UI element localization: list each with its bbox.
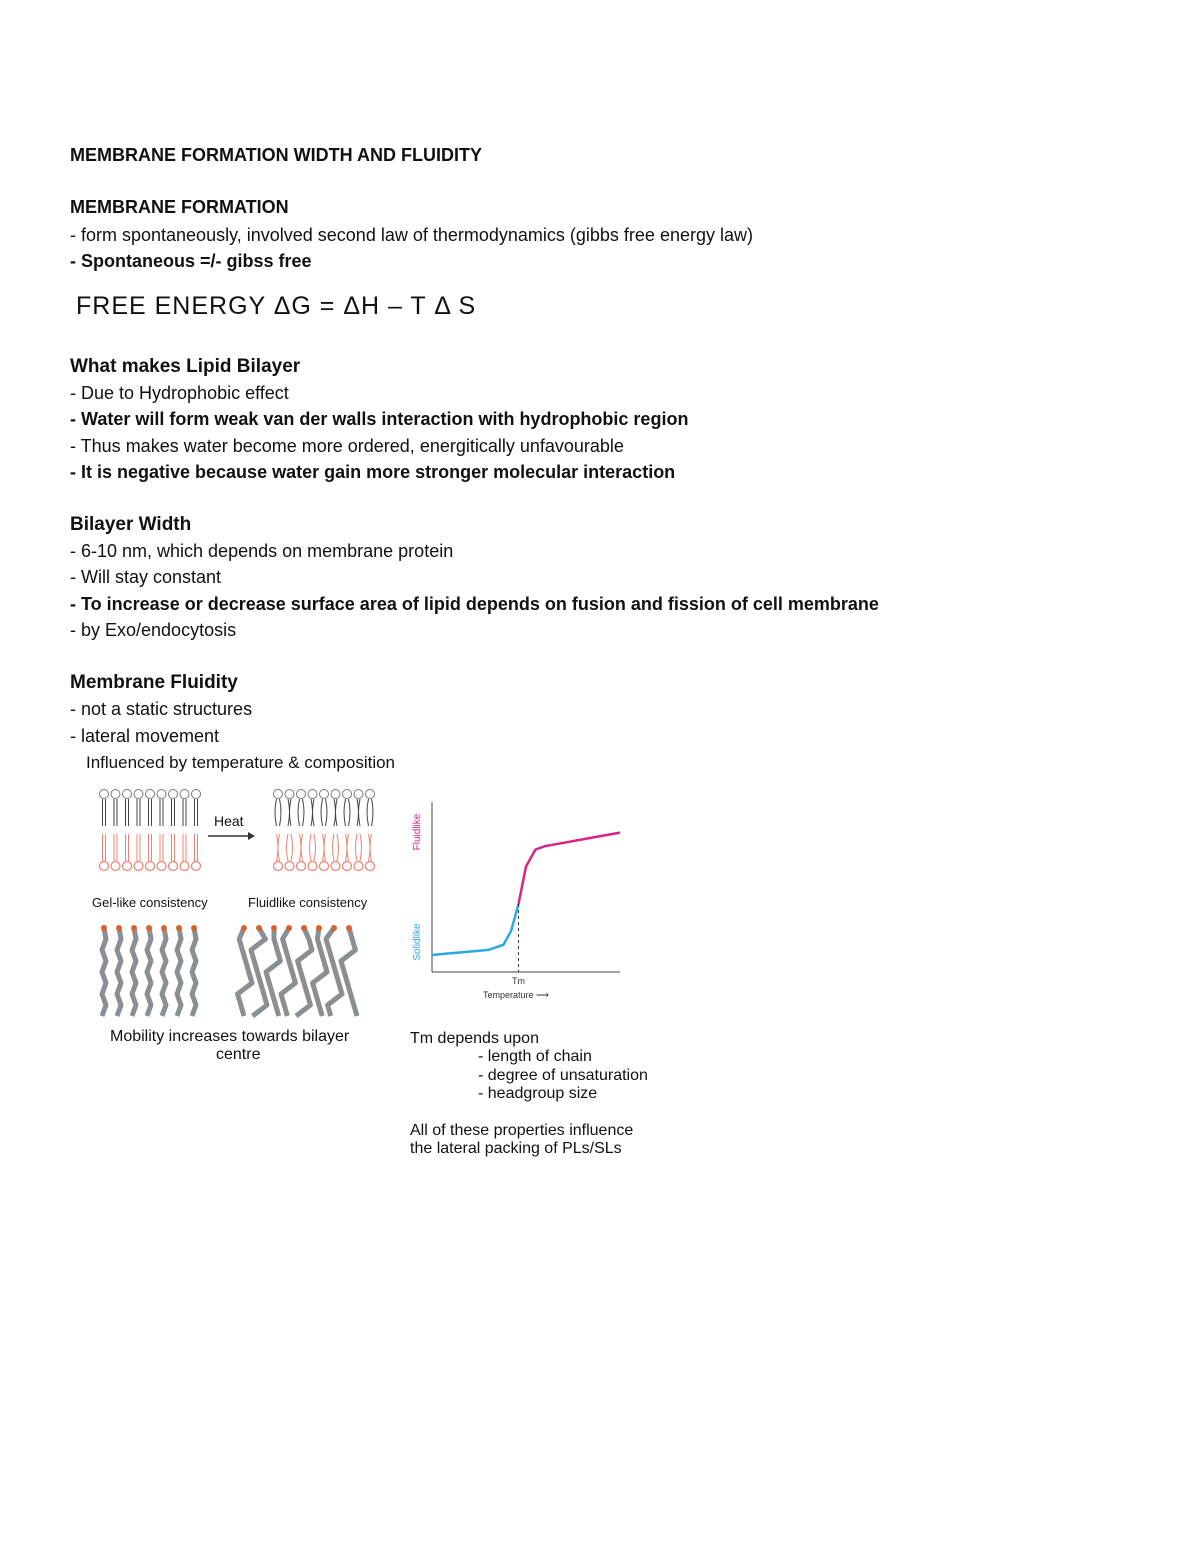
- lipid-head: [157, 790, 166, 799]
- headgroup-atom: [346, 925, 352, 931]
- mobility-caption: Mobility increases towards bilayer: [110, 1028, 350, 1045]
- tm-title: Tm depends upon: [410, 1030, 539, 1047]
- lipid-head: [111, 862, 120, 871]
- arrow-right-icon: [208, 830, 256, 842]
- lipid-tail: [183, 799, 186, 826]
- lipid-head: [274, 790, 283, 799]
- lipid-chain: [117, 928, 121, 1016]
- lipid-tail: [334, 799, 337, 826]
- bullet-line: - Spontaneous =/- gibss free: [70, 251, 312, 271]
- lipid-tail: [333, 834, 339, 861]
- heading-lipid-bilayer: What makes Lipid Bilayer: [70, 356, 301, 377]
- lipid-tail: [298, 799, 304, 826]
- lipid-tail: [103, 799, 106, 826]
- lipid-head: [331, 862, 340, 871]
- lipid-head: [169, 790, 178, 799]
- molecular-model-gel: [94, 918, 214, 1018]
- lipid-head: [343, 790, 352, 799]
- lipid-head: [192, 790, 201, 799]
- tm-item: - degree of unsaturation: [478, 1067, 648, 1084]
- lipid-head: [274, 862, 283, 871]
- y-label-bottom: Solidlike: [412, 923, 423, 961]
- fluid-label: Fluidlike consistency: [248, 895, 368, 910]
- bullet-line: - form spontaneously, involved second law of thermodynamics (gibbs free energy law): [70, 225, 753, 245]
- lipid-tail: [137, 834, 140, 861]
- lipid-tail: [356, 834, 362, 861]
- lipid-tail: [369, 834, 372, 861]
- lipid-head: [331, 790, 340, 799]
- tm-item: - headgroup size: [478, 1085, 598, 1102]
- headgroup-atom: [161, 925, 167, 931]
- lipid-tail: [183, 834, 186, 861]
- bullet-line: - Water will form weak van der walls interaction with hydrophobic region: [70, 409, 689, 429]
- fluidity-chart: [406, 788, 630, 1008]
- free-energy-equation: FREE ENERGY ΔG = ΔH – T Δ S: [76, 292, 477, 320]
- bullet-line: - lateral movement: [70, 726, 220, 746]
- lipid-tail: [126, 799, 129, 826]
- headgroup-atom: [286, 925, 292, 931]
- lipid-chain: [147, 928, 151, 1016]
- bullet-line: - Due to Hydrophobic effect: [70, 383, 289, 403]
- lipid-head: [320, 862, 329, 871]
- bullet-line: - 6-10 nm, which depends on membrane protein: [70, 541, 454, 561]
- headgroup-atom: [146, 925, 152, 931]
- lipid-tail: [172, 799, 175, 826]
- lipid-head: [146, 790, 155, 799]
- heading-bilayer-width: Bilayer Width: [70, 514, 192, 535]
- lipid-tail: [287, 834, 293, 861]
- lipid-head: [111, 790, 120, 799]
- heat-label: Heat: [214, 813, 244, 829]
- lipid-head: [100, 790, 109, 799]
- lipid-tail: [195, 799, 198, 826]
- headgroup-atom: [131, 925, 137, 931]
- heading-membrane-fluidity: Membrane Fluidity: [70, 672, 238, 693]
- lipid-tail: [160, 799, 163, 826]
- lipid-tail: [344, 799, 350, 826]
- headgroup-atom: [271, 925, 277, 931]
- fluidity-figure: [70, 752, 690, 1172]
- lipid-tail: [367, 799, 373, 826]
- lipid-chain: [132, 928, 136, 1016]
- lipid-tail: [321, 799, 327, 826]
- lipid-tail: [310, 834, 316, 861]
- lipid-chain: [238, 928, 252, 1016]
- lipid-chain: [296, 928, 312, 1016]
- lipid-head: [123, 790, 132, 799]
- bullet-line: - Will stay constant: [70, 567, 222, 587]
- lipid-tail: [149, 799, 152, 826]
- lipid-head: [285, 790, 294, 799]
- bullet-line: - by Exo/endocytosis: [70, 620, 237, 640]
- headgroup-atom: [176, 925, 182, 931]
- lipid-tail: [357, 799, 360, 826]
- tm-tick-label: Tm: [511, 976, 525, 986]
- lipid-head: [354, 862, 363, 871]
- lipid-head: [297, 790, 306, 799]
- lipid-tail: [311, 799, 314, 826]
- headgroup-atom: [191, 925, 197, 931]
- headgroup-atom: [331, 925, 337, 931]
- gel-label: Gel-like consistency: [92, 895, 208, 910]
- lipid-head: [146, 862, 155, 871]
- lipid-head: [134, 862, 143, 871]
- lipid-chain: [192, 928, 196, 1016]
- lipid-head: [100, 862, 109, 871]
- summary-line: the lateral packing of PLs/SLs: [410, 1140, 622, 1157]
- y-label-top: Fluidlike: [412, 813, 423, 851]
- x-axis-label: Temperature ⟶: [483, 990, 549, 1000]
- lipid-tail: [103, 834, 106, 861]
- series-line-fluid: [519, 833, 621, 904]
- lipid-tail: [195, 834, 198, 861]
- lipid-head: [308, 862, 317, 871]
- headgroup-atom: [256, 925, 262, 931]
- headgroup-atom: [316, 925, 322, 931]
- lipid-head: [320, 790, 329, 799]
- lipid-head: [180, 790, 189, 799]
- lipid-head: [285, 862, 294, 871]
- bullet-line: - It is negative because water gain more stronger molecular interaction: [70, 462, 676, 482]
- headgroup-atom: [241, 925, 247, 931]
- lipid-tail: [160, 834, 163, 861]
- lipid-head: [343, 862, 352, 871]
- lipid-tail: [346, 834, 349, 861]
- lipid-head: [308, 790, 317, 799]
- headgroup-atom: [101, 925, 107, 931]
- tm-item: - length of chain: [478, 1048, 592, 1065]
- lipid-head: [157, 862, 166, 871]
- lipid-tail: [288, 799, 291, 826]
- lipid-tail: [300, 834, 303, 861]
- lipid-tail: [114, 834, 117, 861]
- lipid-chain: [102, 928, 106, 1016]
- gel-bilayer-illustration: [96, 786, 206, 876]
- lipid-chain: [177, 928, 181, 1016]
- lipid-head: [366, 790, 375, 799]
- lipid-tail: [149, 834, 152, 861]
- lipid-tail: [137, 799, 140, 826]
- mobility-caption-2: centre: [216, 1046, 261, 1063]
- lipid-head: [192, 862, 201, 871]
- lipid-tail: [126, 834, 129, 861]
- figure-top-caption: Influenced by temperature & composition: [86, 753, 396, 772]
- lipid-head: [354, 790, 363, 799]
- lipid-tail: [275, 799, 281, 826]
- lipid-head: [134, 790, 143, 799]
- document-title: MEMBRANE FORMATION WIDTH AND FLUIDITY: [70, 145, 482, 165]
- lipid-head: [366, 862, 375, 871]
- lipid-chain: [281, 928, 295, 1016]
- series-line-solid: [432, 904, 519, 955]
- lipid-head: [123, 862, 132, 871]
- lipid-head: [297, 862, 306, 871]
- heading-membrane-formation: MEMBRANE FORMATION: [70, 197, 289, 217]
- bullet-line: - Thus makes water become more ordered, energitically unfavourable: [70, 436, 624, 456]
- lipid-tail: [277, 834, 280, 861]
- lipid-head: [180, 862, 189, 871]
- lipid-chain: [162, 928, 166, 1016]
- summary-line: All of these properties influence: [410, 1122, 634, 1139]
- headgroup-atom: [301, 925, 307, 931]
- molecular-model-fluid: [234, 918, 364, 1018]
- lipid-head: [169, 862, 178, 871]
- headgroup-atom: [116, 925, 122, 931]
- fluid-bilayer-illustration: [270, 786, 380, 876]
- bullet-line: - To increase or decrease surface area of lipid depends on fusion and fission of cell membrane: [70, 594, 879, 614]
- lipid-tail: [323, 834, 326, 861]
- lipid-tail: [172, 834, 175, 861]
- lipid-chain: [341, 928, 357, 1016]
- lipid-tail: [114, 799, 117, 826]
- bullet-line: - not a static structures: [70, 699, 253, 719]
